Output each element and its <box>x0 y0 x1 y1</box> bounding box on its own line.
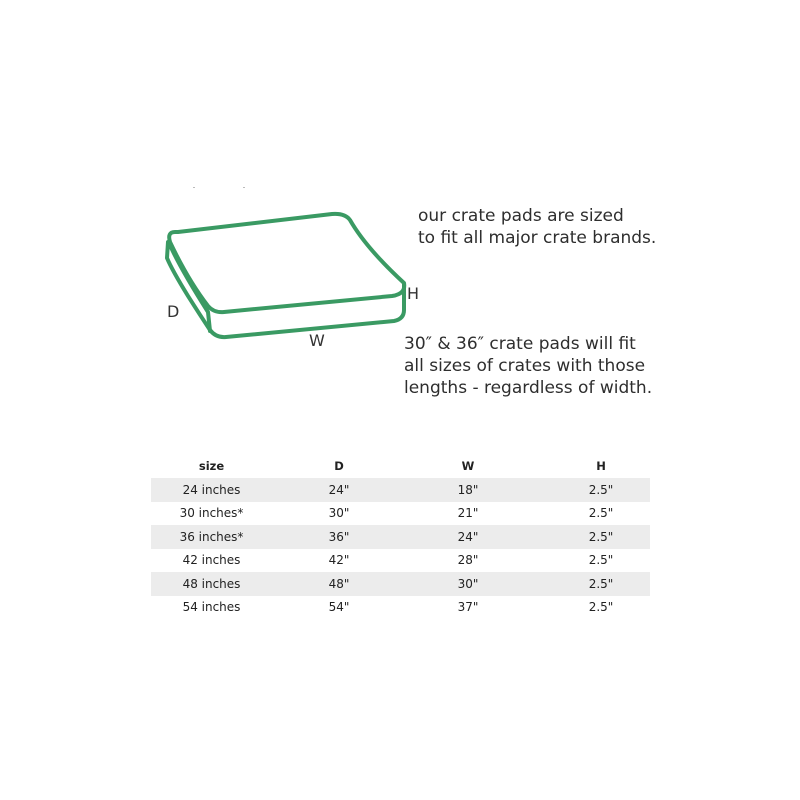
cell-width: 30" <box>457 576 479 591</box>
cell-size: 42 inches <box>182 553 241 568</box>
cell-depth: 36" <box>328 529 350 544</box>
cell-width: 24" <box>457 529 479 544</box>
stray-dot <box>193 187 195 188</box>
cell-width: 37" <box>457 600 479 615</box>
crate-pad-illustration <box>150 190 440 360</box>
pad-side-front <box>167 242 404 337</box>
header-depth: D <box>334 458 344 473</box>
table-header-row <box>151 453 650 478</box>
length-note-line: 30″ & 36″ crate pads will fit <box>404 334 636 354</box>
cell-height: 2.5" <box>588 482 614 497</box>
cell-size: 36 inches* <box>179 529 244 544</box>
sizing-note <box>418 205 656 249</box>
cell-width: 18" <box>457 482 479 497</box>
header-size: size <box>198 458 225 473</box>
depth-label: D <box>167 302 180 321</box>
sizing-note-line: our crate pads are sized <box>418 206 624 226</box>
cell-depth: 24" <box>328 482 350 497</box>
cell-size: 24 inches <box>182 482 241 497</box>
cell-depth: 48" <box>328 576 350 591</box>
cell-height: 2.5" <box>588 553 614 568</box>
cell-size: 48 inches <box>182 576 241 591</box>
cell-depth: 42" <box>328 553 350 568</box>
table-row <box>151 596 650 620</box>
length-note-line: all sizes of crates with those <box>404 356 646 376</box>
cell-width: 28" <box>457 553 479 568</box>
cell-height: 2.5" <box>588 576 614 591</box>
cell-size: 54 inches <box>182 600 241 615</box>
cell-size: 30 inches* <box>179 506 244 521</box>
table-row <box>151 502 650 526</box>
cell-depth: 54" <box>328 600 350 615</box>
table-row <box>151 478 650 502</box>
table-row <box>151 525 650 549</box>
cell-width: 21" <box>457 506 479 521</box>
table-row <box>151 549 650 573</box>
cell-height: 2.5" <box>588 529 614 544</box>
crate-pad-diagram <box>150 190 440 360</box>
table-row <box>151 572 650 596</box>
height-label: H <box>407 284 420 303</box>
size-table <box>151 453 650 619</box>
pad-top-face <box>169 214 404 312</box>
width-label: W <box>309 331 325 350</box>
length-note-line: lengths - regardless of width. <box>404 378 653 398</box>
sizing-note-line: to fit all major crate brands. <box>418 228 657 248</box>
length-note <box>404 333 652 399</box>
cell-height: 2.5" <box>588 506 614 521</box>
header-height: H <box>596 458 606 473</box>
cell-height: 2.5" <box>588 600 614 615</box>
stray-dot <box>243 187 245 188</box>
header-width: W <box>461 458 475 473</box>
cell-depth: 30" <box>328 506 350 521</box>
